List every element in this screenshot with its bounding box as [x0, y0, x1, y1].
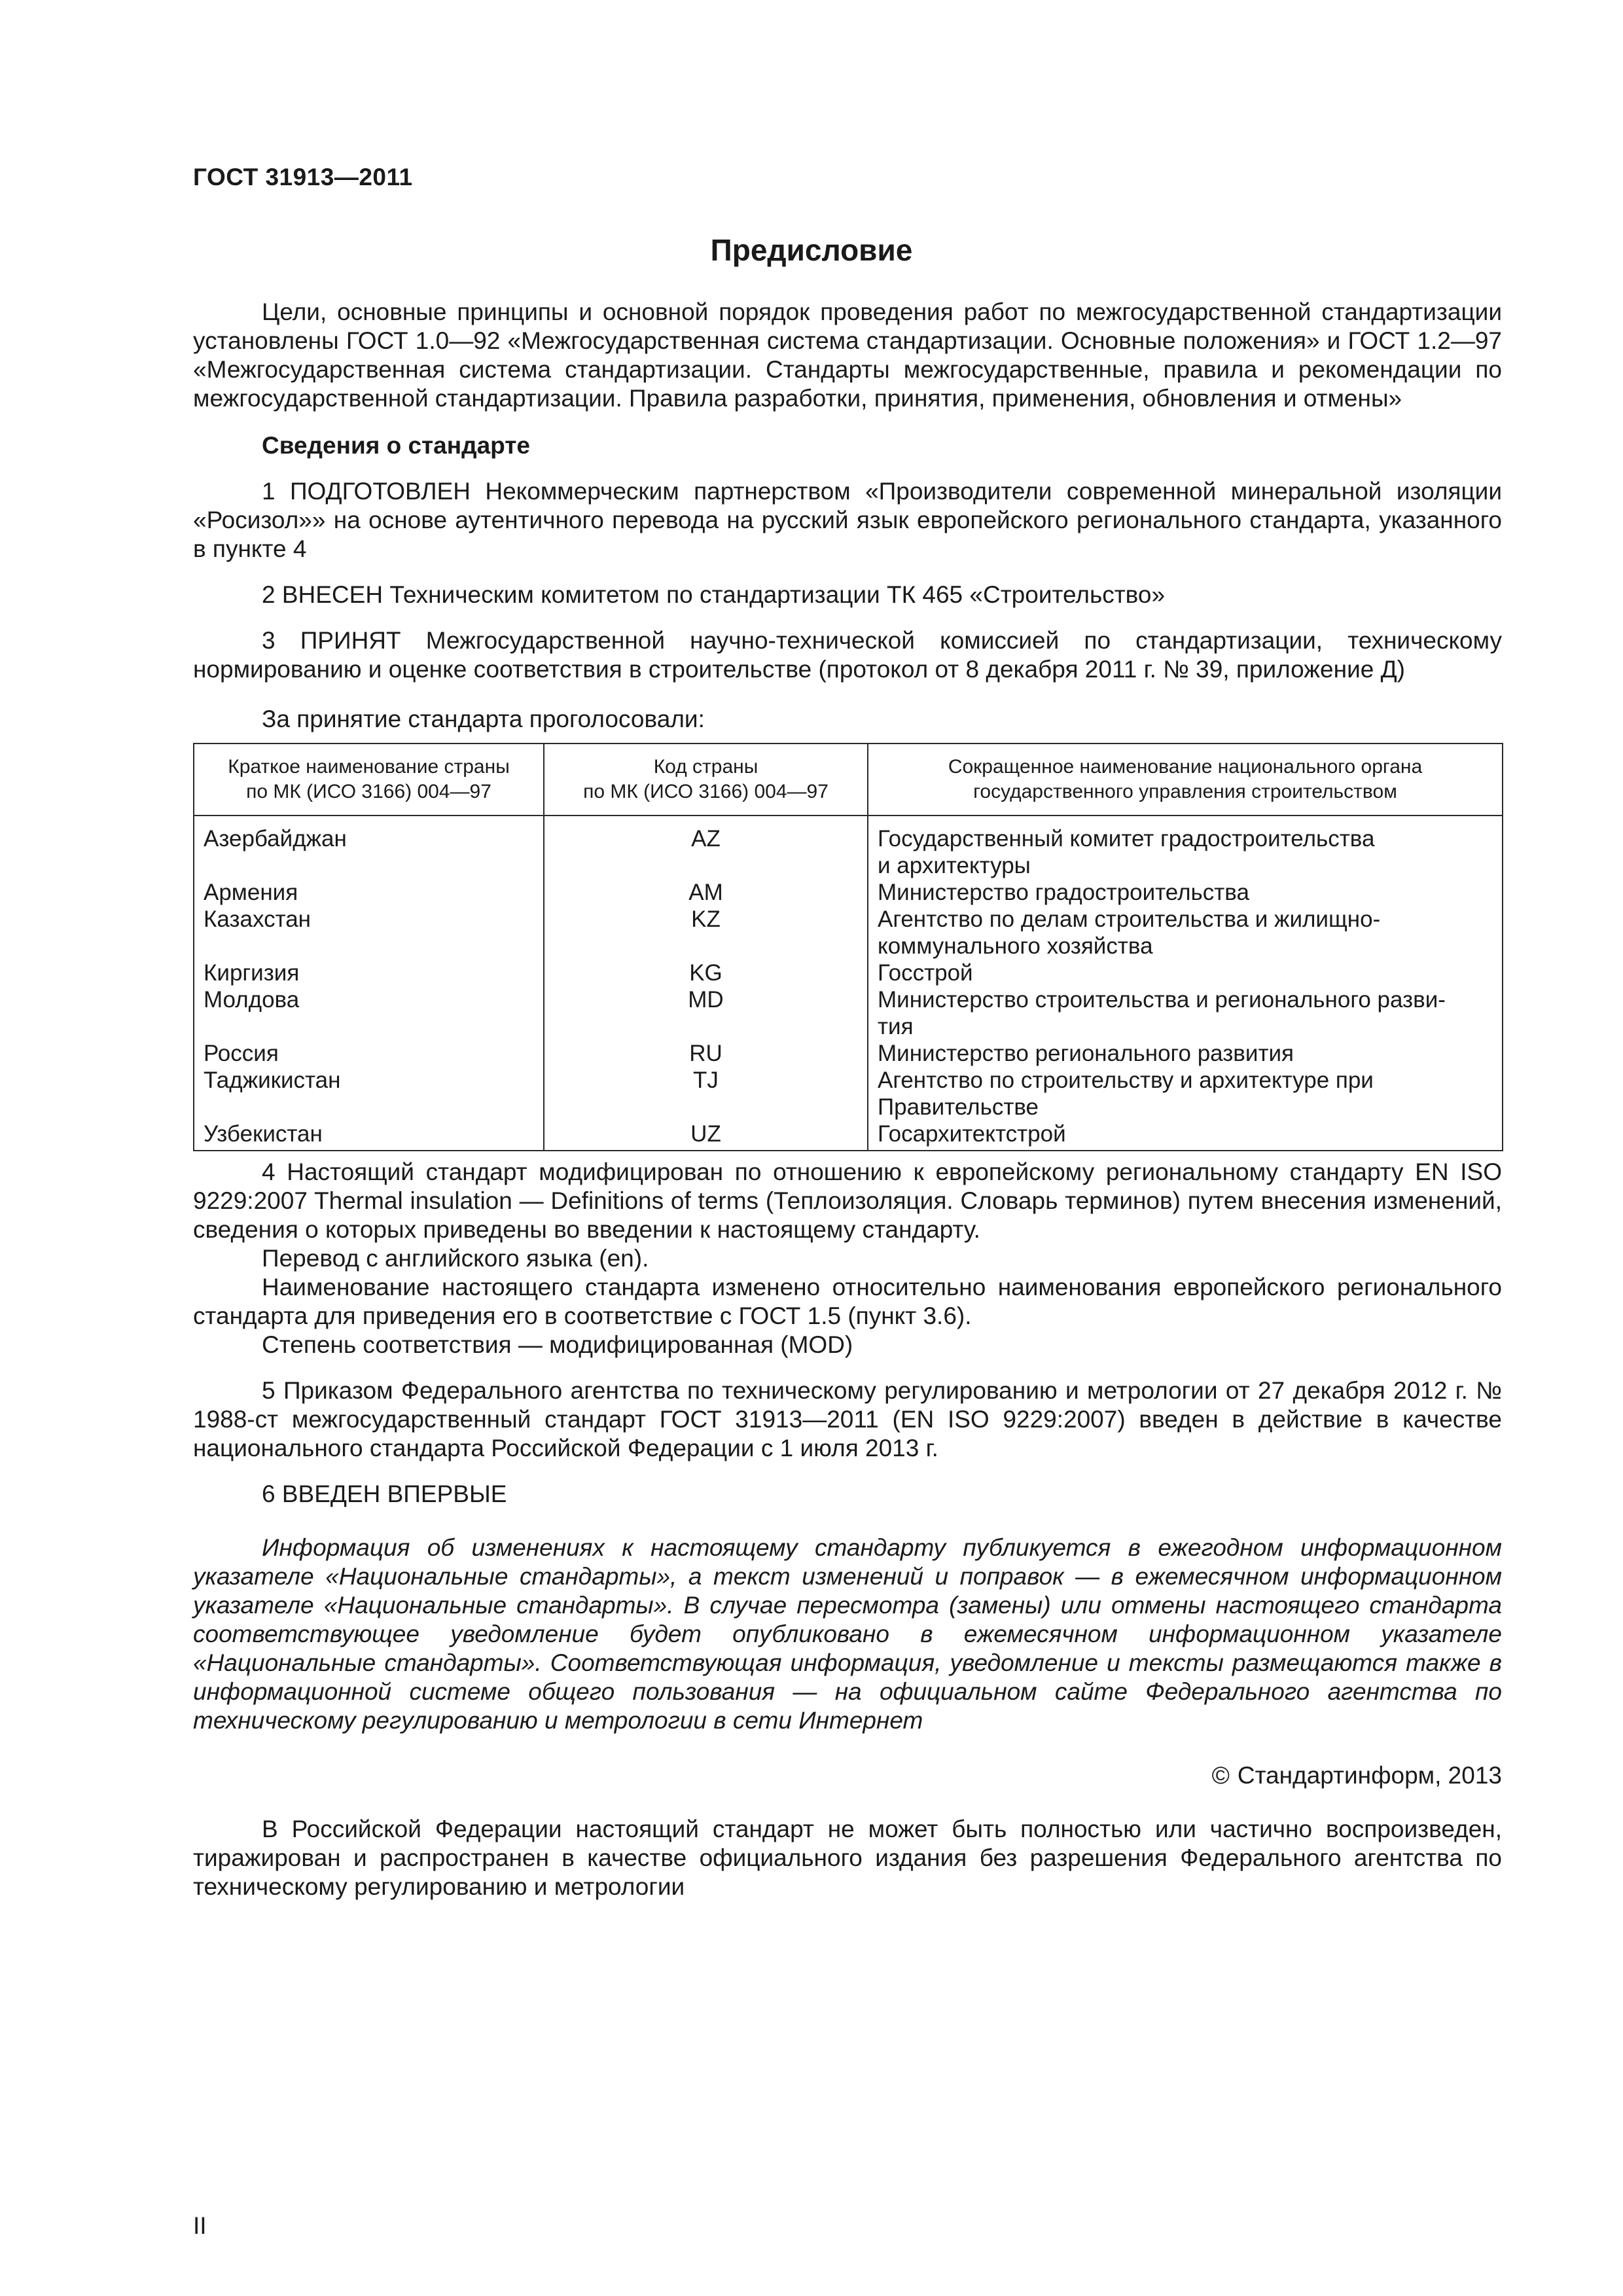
- subheading: Сведения о стандарте: [262, 432, 530, 459]
- vote-caption: За принятие стандарта проголосовали:: [262, 706, 705, 732]
- copyright-line: [193, 1761, 1502, 1790]
- body-line: Министерство градостроительства: [878, 880, 1249, 905]
- item-3-paragraph: 3 ПРИНЯТ Межгосударственной научно-технической комиссией по стандартизации, техническому нормированию и оценке соответствия в строительстве (протокол от 8 декабря 2011 г. № 39, приложение Д): [193, 627, 1502, 683]
- body-line: Министерство регионального развития: [878, 1041, 1294, 1066]
- table-row: [194, 1067, 1503, 1121]
- table-row: [194, 906, 1503, 960]
- document-body: [193, 298, 1502, 1901]
- table-row: [194, 879, 1503, 906]
- body-line: Государственный комитет градостроительства: [878, 826, 1375, 852]
- column-header-body: [868, 744, 1503, 816]
- body-line: Агентство по делам строительства и жилищно-: [878, 906, 1381, 932]
- body-line: Госархитектстрой: [878, 1121, 1066, 1147]
- body-line: тия: [878, 1014, 914, 1039]
- table-row: [194, 960, 1503, 986]
- code-cell: KZ: [544, 906, 868, 960]
- header-line: Сокращенное наименование национального органа: [948, 756, 1423, 778]
- document-code: ГОСТ 31913—2011: [193, 164, 413, 190]
- compliance-degree: Степень соответствия — модифицированная (MOD): [262, 1331, 853, 1358]
- body-line: Агентство по строительству и архитектуре при: [878, 1067, 1374, 1093]
- body-cell: [868, 960, 1503, 986]
- item-2-paragraph: 2 ВНЕСЕН Техническим комитетом по стандартизации ТК 465 «Строительство»: [262, 581, 1166, 608]
- body-cell: [868, 1040, 1503, 1067]
- country-cell: Казахстан: [194, 906, 544, 960]
- voting-table: [193, 743, 1503, 1151]
- header-line: по МК (ИСО 3166) 004—97: [246, 781, 491, 802]
- page-number: II: [193, 2212, 207, 2239]
- header-line: государственного управления строительством: [973, 781, 1397, 802]
- table-row: [194, 986, 1503, 1040]
- body-line: Правительстве: [878, 1094, 1039, 1120]
- country-cell: Таджикистан: [194, 1067, 544, 1121]
- code-cell: AM: [544, 879, 868, 906]
- body-line: коммунального хозяйства: [878, 933, 1153, 959]
- table-row: [194, 816, 1503, 879]
- translation-note: Перевод с английского языка (en).: [262, 1245, 649, 1272]
- body-cell: [868, 816, 1503, 879]
- copyright-sign: ©: [1211, 1762, 1230, 1789]
- body-line: Госстрой: [878, 960, 973, 986]
- body-line: и архитектуры: [878, 853, 1031, 878]
- code-cell: KG: [544, 960, 868, 986]
- code-cell: RU: [544, 1040, 868, 1067]
- country-cell: Молдова: [194, 986, 544, 1040]
- country-cell: Узбекистан: [194, 1121, 544, 1151]
- rights-notice: В Российской Федерации настоящий стандарт не может быть полностью или частично воспроизведен, тиражирован и распространен в качестве официального издания без разрешения Федерального агентства по техническому регулированию и метрологии: [193, 1816, 1502, 1900]
- header-line: Код страны: [653, 756, 758, 778]
- table-row: [194, 1040, 1503, 1067]
- body-cell: [868, 986, 1503, 1040]
- country-cell: Азербайджан: [194, 816, 544, 879]
- header-line: Краткое наименование страны: [228, 756, 510, 778]
- intro-paragraph: Цели, основные принципы и основной порядок проведения работ по межгосударственной стандартизации установлены ГОСТ 1.0—92 «Межгосударственная система стандартизации. Основные положения» и ГОСТ 1.2—97 «Межгосударственная система стандартизации. Стандарты межгосударственные, правила и рекомендации по межгосударственной стандартизации. Правила разработки, принятия, применения, обновления и отмены»: [193, 298, 1502, 412]
- body-line: Министерство строительства и регионального разви-: [878, 987, 1446, 1013]
- column-header-code: [544, 744, 868, 816]
- item-1-paragraph: 1 ПОДГОТОВЛЕН Некоммерческим партнерством «Производители современной минеральной изоляции «Росизол»» на основе аутентичного перевода на русский язык европейского регионального стандарта, указанного в пункте 4: [193, 478, 1502, 562]
- country-cell: Армения: [194, 879, 544, 906]
- code-cell: AZ: [544, 816, 868, 879]
- column-header-country: [194, 744, 544, 816]
- item-4-block: [193, 1158, 1502, 1359]
- code-cell: MD: [544, 986, 868, 1040]
- information-notice: Информация об изменениях к настоящему стандарту публикуется в ежегодном информационном указателе «Национальные стандарты», а текст изменений и поправок — в ежемесячном информационном указателе «Национальные стандарты». В случае пересмотра (замены) или отмены настоящего стандарта соответствующее уведомление будет опубликовано в ежемесячном информационном указателе «Национальные стандарты». Соответствующая информация, уведомление и тексты размещаются также в информационной системе общего пользования — на официальном сайте Федерального агентства по техническому регулированию и метрологии в сети Интернет: [193, 1534, 1502, 1734]
- code-cell: TJ: [544, 1067, 868, 1121]
- table-header-row: [194, 744, 1503, 816]
- body-cell: [868, 1067, 1503, 1121]
- code-cell: UZ: [544, 1121, 868, 1151]
- country-cell: Киргизия: [194, 960, 544, 986]
- header-line: по МК (ИСО 3166) 004—97: [583, 781, 829, 802]
- item-6-paragraph: 6 ВВЕДЕН ВПЕРВЫЕ: [262, 1480, 507, 1507]
- name-change-note: Наименование настоящего стандарта изменено относительно наименования европейского регионального стандарта для приведения его в соответствие с ГОСТ 1.5 (пункт 3.6).: [193, 1274, 1502, 1329]
- body-cell: [868, 1121, 1503, 1151]
- body-cell: [868, 879, 1503, 906]
- page-title: Предисловие: [710, 233, 913, 267]
- body-cell: [868, 906, 1503, 960]
- country-cell: Россия: [194, 1040, 544, 1067]
- item-4-paragraph: 4 Настоящий стандарт модифицирован по отношению к европейскому региональному стандарту EN ISO 9229:2007 Thermal insulation — Definitions of terms (Теплоизоляция. Словарь терминов) путем внесения изменений, сведения о которых приведены во введении к настоящему стандарту.: [193, 1158, 1502, 1243]
- table-row: [194, 1121, 1503, 1151]
- copyright-text: Стандартинформ, 2013: [1237, 1762, 1502, 1789]
- item-5-paragraph: 5 Приказом Федерального агентства по техническому регулированию и метрологии от 27 декабря 2012 г. № 1988-ст межгосударственный стандарт ГОСТ 31913—2011 (EN ISO 9229:2007) введен в действие в качестве национального стандарта Российской Федерации с 1 июля 2013 г.: [193, 1377, 1502, 1462]
